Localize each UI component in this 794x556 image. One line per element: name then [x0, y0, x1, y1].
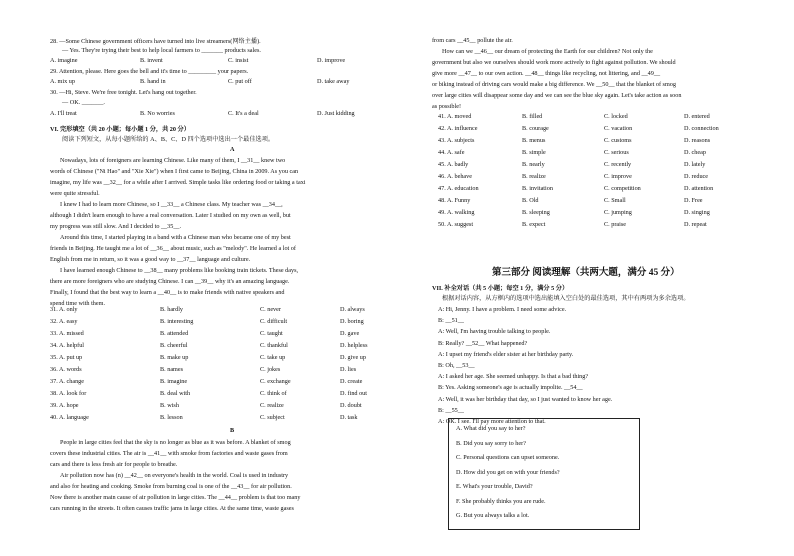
option-cell: C. improve: [604, 173, 632, 180]
option-cell: 44. A. safe: [438, 149, 465, 156]
option-cell: B. Old: [522, 197, 539, 204]
option-cell: C. thankful: [260, 342, 288, 349]
passage-a-label: A: [230, 146, 235, 153]
option-cell: C. never: [260, 306, 281, 313]
option-cell: C. difficult: [260, 318, 288, 325]
option-cell: D. entered: [684, 113, 710, 120]
section-7-instructions: 根据对话内容，从方框内的选项中选出能填入空白处的最佳选项，其中有两项为多余选项。: [442, 295, 690, 302]
option-cell: B. interesting: [160, 318, 194, 325]
option-cell: C. think of: [260, 390, 287, 397]
option-cell: B. make up: [160, 354, 189, 361]
passage-a-line: I knew I had to learn more Chinese, so I __33__ a Chinese class. My teacher was __34__,: [60, 201, 283, 208]
option-cell: 33. A. missed: [50, 330, 84, 337]
option-cell: 32. A. easy: [50, 318, 78, 325]
passage-b-line: Air pollution now has (n) __42__ on everyone's health in the world. Coal is used in industry: [60, 472, 289, 479]
passage-a-line: imagine, my life was __32__ for a while after I arrived. Simple tasks like ordering food or taking a taxi: [50, 179, 306, 186]
passage-a-line: I have learned enough Chinese to __38__ many problems like booking train tickets. These days,: [60, 267, 299, 274]
q29-option-b: B. hand in: [140, 78, 166, 85]
passage-b-line: covers these industrial cities. The air is __41__ with smoke from factories and waste gases from: [50, 450, 288, 457]
passage-b-line: cars and there is less fresh air for people to breathe.: [50, 461, 178, 468]
option-cell: C. taught: [260, 330, 283, 337]
option-cell: B. names: [160, 366, 184, 373]
passage-b-line: or biking instead of driving cars would make a big difference. We __50__ that the blanket of smog: [432, 81, 676, 88]
option-cell: B. lesson: [160, 414, 183, 421]
option-cell: B. sleeping: [522, 209, 550, 216]
q30-stem: 30. —Hi, Steve. We're free tonight. Let's hang out together.: [50, 89, 197, 96]
option-cell: B. wish: [160, 402, 179, 409]
q28-stem2: — Yes. They're trying their best to help local farmers to _______ products sales.: [62, 47, 261, 54]
box-option: A. What did you say to her?: [456, 425, 526, 432]
q30-option-b: B. No worries: [140, 110, 175, 117]
q29-option-a: A. mix up: [50, 78, 75, 85]
option-cell: D. gave: [340, 330, 360, 337]
q28-option-d: D. improve: [317, 57, 346, 64]
part-3-heading: 第三部分 阅读理解（共两大题，满分 45 分）: [492, 268, 680, 278]
box-option: F. She probably thinks you are rude.: [456, 497, 546, 505]
q29-option-c: C. put off: [228, 78, 252, 85]
dialog-line: A: Hi, Jenny. I have a problem. I need some advice.: [438, 306, 567, 313]
option-cell: C. recently: [604, 161, 632, 168]
option-cell: D. lies: [340, 366, 357, 373]
option-cell: 46. A. behave: [438, 173, 473, 180]
option-cell: D. lately: [684, 161, 706, 168]
q29-stem: 29. Attention, please. Here goes the bell and it's time to _________ your papers.: [50, 68, 249, 75]
option-cell: D. doubt: [340, 402, 362, 409]
section-6-instructions: 阅读下列短文，从每小题所给的 A、B、C、D 四个选项中选出一个最佳选项。: [62, 136, 275, 143]
option-cell: D. cheap: [684, 149, 706, 156]
option-cell: 36. A. words: [50, 366, 82, 373]
passage-a-line: English from me in return, so it was a good way to __37__ language and culture.: [50, 256, 251, 263]
passage-b-line: How can we __46__ our dream of protecting the Earth for our children? Not only the: [442, 48, 653, 55]
passage-a-line: spend time with them.: [50, 300, 105, 307]
option-cell: B. hardly: [160, 306, 184, 313]
option-cell: 45. A. badly: [438, 161, 469, 168]
section-6-title: VI. 完形填空（共 20 小题；每小题 1 分，共 20 分）: [50, 126, 190, 133]
option-cell: D. repeat: [684, 221, 707, 228]
passage-b-line: and also for heating and cooking. Smoke from burning coal is one of the __43__ for air pollution.: [50, 483, 292, 490]
dialog-line: B: __55__: [438, 406, 464, 414]
option-cell: 35. A. put up: [50, 354, 83, 361]
option-cell: B. attended: [160, 330, 189, 337]
q28-option-b: B. invent: [140, 57, 163, 64]
passage-a-line: although I didn't learn enough to have a real conversation. Later I studied on my own as well, but: [50, 212, 291, 219]
q30-option-c: C. It's a deal: [228, 110, 259, 117]
option-cell: B. filled: [522, 113, 543, 120]
option-cell: B. menus: [522, 137, 546, 144]
option-cell: D. create: [340, 378, 363, 385]
option-cell: B. nearly: [522, 161, 545, 168]
option-cell: 49. A. walking: [438, 209, 475, 216]
passage-a-line: friends in Beijing. He taught me a lot of __36__ about music, such as "melody". He learned a lot of: [50, 245, 296, 252]
option-cell: C. exchange: [260, 378, 291, 385]
option-cell: 38. A. look for: [50, 390, 87, 397]
passage-a-line: were quite stressful.: [50, 190, 100, 197]
option-cell: C. serious: [604, 149, 629, 156]
q30-option-a: A. I'll treat: [50, 110, 77, 117]
passage-b-line: Now there is another main cause of air pollution in large cities. The __44__ problem is that too many: [50, 494, 301, 501]
passage-b-line: from cars __45__ pollute the air.: [432, 37, 513, 44]
box-option: G. But you always talks a lot.: [456, 512, 530, 519]
option-cell: 39. A. hope: [50, 402, 79, 409]
passage-b-line: over large cities will disappear some day and we can see the blue sky again. Let's take action as soon: [432, 92, 682, 99]
passage-a-line: Nowadays, lots of foreigners are learning Chinese. Like many of them, I __31__ knew two: [60, 157, 286, 164]
option-cell: D. helpless: [340, 342, 368, 349]
option-cell: D. give up: [340, 354, 366, 361]
dialog-line: A: OK. I see. I'll pay more attention to that.: [438, 418, 546, 425]
dialog-line: B: Yes. Asking someone's age is actually impolite. __54__: [438, 384, 583, 392]
option-cell: D. reasons: [684, 137, 711, 144]
option-cell: C. competition: [604, 185, 641, 192]
option-cell: 48. A. Funny: [438, 197, 471, 204]
q29-option-d: D. take away: [317, 78, 350, 85]
option-cell: C. subject: [260, 414, 285, 421]
q30-stem2: — OK. _______.: [62, 99, 105, 106]
option-cell: C. jumping: [604, 209, 632, 216]
option-cell: D. attention: [684, 185, 714, 192]
section-7-title: VII. 补全对话（共 5 小题；每空 1 分，满分 5 分）: [432, 285, 569, 292]
passage-a-line: words of Chinese ("Ni Hao" and "Xie Xie") when I first came to Beijing, China in 2009. As you can: [50, 168, 299, 175]
dialog-line: A: I asked her age. She seemed unhappy. Is that a bad thing?: [438, 373, 589, 381]
passage-b-line: cars running in the streets. It often causes traffic jams in large cities. At the same time, waste gases: [50, 505, 294, 512]
option-cell: 42. A. influence: [438, 125, 478, 132]
option-cell: C. customs: [604, 137, 632, 144]
passage-b-label: B: [230, 427, 235, 434]
option-cell: 50. A. suggest: [438, 221, 474, 228]
option-cell: B. realize: [522, 173, 546, 180]
passage-b-line: government but also we ourselves should work more actively to fight against pollution. We should: [432, 59, 676, 66]
option-cell: C. praise: [604, 221, 626, 228]
dialog-line: B: __51__: [438, 317, 464, 325]
option-cell: B. invitation: [522, 185, 553, 192]
box-option: B. Did you say sorry to her?: [456, 439, 526, 447]
option-cell: C. Small: [604, 197, 626, 204]
dialog-line: B: Really? __52__ What happened?: [438, 339, 528, 347]
option-cell: 31. A. only: [50, 306, 78, 313]
box-option: C. Personal questions can upset someone.: [456, 454, 560, 461]
box-option: D. How did you get on with your friends?: [456, 468, 560, 476]
option-cell: D. connection: [684, 125, 719, 132]
option-cell: C. jokes: [260, 366, 281, 373]
passage-a-line: Finally, I found that the best way to learn a __40__ is to make friends with native speakers and: [50, 289, 285, 296]
passage-a-line: my progress was still slow. And I decided to __35__.: [50, 223, 182, 230]
option-cell: D. find out: [340, 390, 367, 397]
dialog-line: A: Well, it was her birthday that day, so I just wanted to know her age.: [438, 395, 613, 403]
option-cell: B. cheerful: [160, 342, 188, 349]
dialog-line: A: I upset my friend's elder sister at her birthday party.: [438, 350, 574, 358]
q28-option-c: C. insist: [228, 57, 249, 64]
option-cell: D. boring: [340, 318, 364, 325]
option-cell: B. expect: [522, 221, 546, 228]
option-cell: 37. A. change: [50, 378, 85, 385]
option-cell: D. singing: [684, 209, 710, 216]
option-cell: 43. A. subjects: [438, 137, 475, 144]
option-cell: 40. A. language: [50, 414, 89, 421]
passage-a-line: Around this time, I started playing in a band with a Chinese man who became one of my best: [60, 234, 291, 241]
dialog-line: A: Well, I'm having trouble talking to people.: [438, 328, 551, 336]
option-cell: D. reduce: [684, 173, 709, 180]
q28-stem: 28. —Some Chinese government officers have turned into live streamers(网络主播).: [50, 38, 261, 45]
passage-a-line: there are more foreigners who are studying Chinese. I can __39__ why it's an amazing language.: [50, 278, 290, 285]
passage-b-line: give more __47__ to our own action. __48__ things like recycling, not littering, and __49__: [432, 70, 661, 77]
passage-b-line: People in large cities feel that the sky is no longer as blue as it was before. A blanket of smog: [60, 439, 291, 446]
option-cell: D. Free: [684, 197, 703, 204]
option-cell: B. simple: [522, 149, 546, 156]
option-cell: C. locked: [604, 113, 628, 120]
option-cell: C. vacation: [604, 125, 633, 132]
option-cell: C. realize: [260, 402, 284, 409]
option-cell: B. courage: [522, 125, 549, 132]
passage-b-line: as possible!: [432, 103, 462, 110]
option-cell: D. always: [340, 306, 365, 313]
q28-option-a: A. imagine: [50, 57, 78, 64]
option-cell: D. task: [340, 414, 358, 421]
dialog-line: B: Oh, __53__: [438, 362, 475, 369]
option-cell: C. take up: [260, 354, 286, 361]
q30-option-d: D. Just kidding: [317, 110, 355, 117]
option-cell: 34. A. helpful: [50, 342, 85, 349]
option-cell: 41. A. moved: [438, 113, 472, 120]
option-cell: 47. A. education: [438, 185, 479, 192]
box-option: E. What's your trouble, David?: [456, 483, 533, 490]
option-cell: B. deal with: [160, 390, 191, 397]
option-cell: B. imagine: [160, 378, 188, 385]
